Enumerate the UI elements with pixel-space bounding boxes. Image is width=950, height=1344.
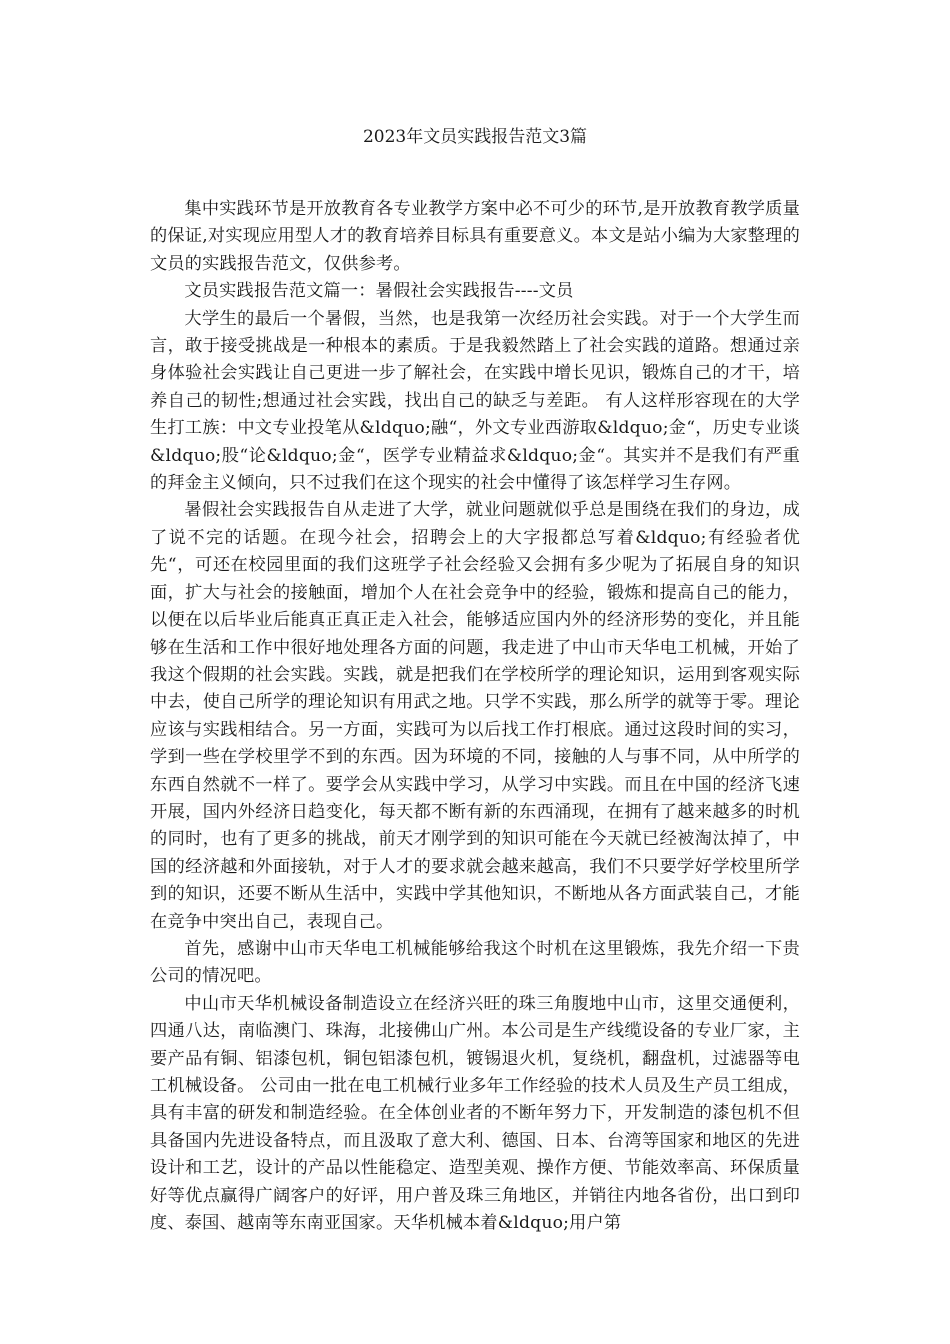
paragraph-subheading: 文员实践报告范文篇一：暑假社会实践报告----文员 — [184, 281, 574, 302]
document-title: 2023年文员实践报告范文3篇 — [362, 127, 588, 147]
paragraph-text: 中山市天华机械设备制造设立在经济兴旺的珠三角腹地中山市，这里交通便利，四通八达，南临澳门、珠海，北接佛山广州。本公司是生产线缆设备的专业厂家，主要产品有铜、铝漆包机，铜包铝漆包机，镀锡退火机，复绕机，翻盘机，过滤器等电工机械设备。 公司由一批在电工机械行业多年工作经验的技术人员及生产员工组成，具有丰富的研发和制造经验。在全体创业者的不断年努力下，开发制造的漆包机不但具备国内先进设备特点，而且汲取了意大利、德国、日本、台湾等国家和地区的先进设计和工艺，设计的产品以性能稳定、造型美观、操作方便、节能效率高、环保质量好等优点赢得广阔客户的好评，用户普及珠三角地区，并销往内地各省份，出口到印度、泰国、越南等东南亚国家。天华机械本着&ldquo;用户第 — [150, 993, 800, 1234]
document-body — [150, 196, 800, 1237]
paragraph-text: 首先，感谢中山市天华电工机械能够给我这个时机在这里锻炼，我先介绍一下贵公司的情况吧。 — [150, 938, 800, 987]
paragraph-intro: 集中实践环节是开放教育各专业教学方案中必不可少的环节,是开放教育教学质量的保证,对实现应用型人才的教育培养目标具有重要意义。本文是站小编为大家整理的文员的实践报告范文，仅供参考。 — [150, 199, 800, 274]
paragraph-text: 大学生的最后一个暑假，当然，也是我第一次经历社会实践。对于一个大学生而言，敢于接受挑战是一种根本的素质。于是我毅然踏上了社会实践的道路。想通过亲身体验社会实践让自己更进一步了解社会，在实践中增长见识，锻炼自己的才干，培养自己的韧性;想通过社会实践，找出自己的缺乏与差距。 有人这样形容现在的大学生打工族：中文专业投笔从&ldquo;融“，外文专业西游取&ldquo;金“，历史专业谈&ldquo;股“论&ldquo;金“，医学专业精益求&ldquo;金“。其实并不是我们有严重的拜金主义倾向，只不过我们在这个现实的社会中懂得了该怎样学习生存网。 — [150, 308, 800, 494]
paragraph-text: 暑假社会实践报告自从走进了大学，就业问题就似乎总是围绕在我们的身边，成了说不完的话题。在现今社会，招聘会上的大字报都总写着&ldquo;有经验者优先“，可还在校园里面的我们这班学子社会经验又会拥有多少呢为了拓展自身的知识面，扩大与社会的接触面，增加个人在社会竞争中的经验，锻炼和提高自己的能力，以便在以后毕业后能真正真正走入社会，能够适应国内外的经济形势的变化，并且能够在生活和工作中很好地处理各方面的问题，我走进了中山市天华电工机械，开始了我这个假期的社会实践。实践，就是把我们在学校所学的理论知识，运用到客观实际中去，使自己所学的理论知识有用武之地。只学不实践，那么所学的就等于零。理论应该与实践相结合。另一方面，实践可为以后找工作打根底。通过这段时间的实习，学到一些在学校里学不到的东西。因为环境的不同，接触的人与事不同，从中所学的东西自然就不一样了。要学会从实践中学习，从学习中实践。而且在中国的经济飞速开展，国内外经济日趋变化，每天都不断有新的东西涌现，在拥有了越来越多的时机的同时，也有了更多的挑战，前天才刚学到的知识可能在今天就已经被淘汰掉了，中国的经济越和外面接轨，对于人才的要求就会越来越高，我们不只要学好学校里所学到的知识，还要不断从生活中，实践中学其他知识，不断地从各方面武装自己，才能在竞争中突出自己，表现自己。 — [150, 500, 800, 932]
